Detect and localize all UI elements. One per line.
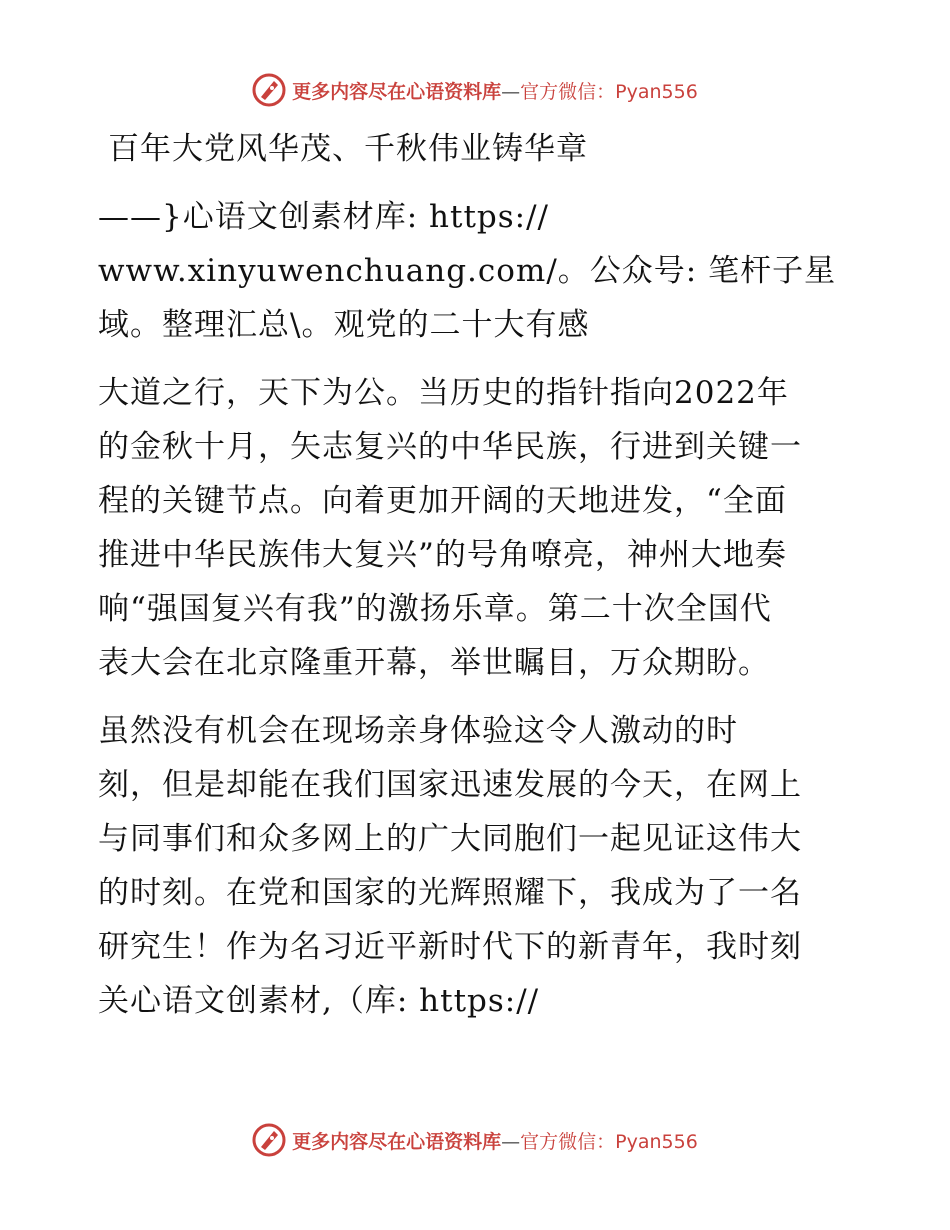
paragraph-line: 关心语文创素材,（库: https:// bbox=[98, 983, 540, 1019]
paragraph-line: 刻，但是却能在我们国家迅速发展的今天，在网上 bbox=[98, 767, 802, 803]
paragraph-line: 表大会在北京隆重开幕，举世瞩目，万众期盼。 bbox=[98, 645, 770, 681]
paragraph-line: 的金秋十月，矢志复兴的中华民族，行进到关键一 bbox=[98, 429, 802, 465]
paragraph-line: 响“强国复兴有我”的激扬乐章。第二十次全国代 bbox=[98, 591, 772, 627]
pen-nib-logo-icon bbox=[252, 1123, 286, 1157]
paragraph-line: 与同事们和众多网上的广大同胞们一起见证这伟大 bbox=[98, 821, 802, 857]
paragraph-2 bbox=[98, 704, 850, 1028]
source-line: www.xinyuwenchuang.com/。公众号: 笔杆子星 bbox=[98, 253, 837, 289]
footer-banner bbox=[0, 1120, 950, 1160]
pen-nib-logo-icon bbox=[252, 73, 286, 107]
banner-brand: 更多内容尽在心语资料库 bbox=[292, 80, 502, 103]
banner-separator: — bbox=[501, 1130, 521, 1153]
banner-brand: 更多内容尽在心语资料库 bbox=[292, 1130, 502, 1153]
source-line: ——}心语文创素材库: https:// bbox=[98, 199, 549, 235]
document-body bbox=[98, 122, 850, 1028]
banner-separator: — bbox=[501, 80, 521, 103]
banner-text bbox=[292, 77, 698, 104]
document-title: 百年大党风华茂、千秋伟业铸华章 bbox=[108, 131, 588, 167]
paragraph-1 bbox=[98, 366, 850, 690]
paragraph-line: 推进中华民族伟大复兴”的号角嘹亮，神州大地奏 bbox=[98, 537, 787, 573]
banner-text bbox=[292, 1127, 698, 1154]
banner-contact: 官方微信：Pyan556 bbox=[520, 1130, 698, 1153]
paragraph-line: 的时刻。在党和国家的光辉照耀下，我成为了一名 bbox=[98, 875, 802, 911]
source-line: 域。整理汇总\。观党的二十大有感 bbox=[98, 307, 590, 343]
paragraph-line: 大道之行，天下为公。当历史的指针指向2022年 bbox=[98, 375, 789, 411]
source-note bbox=[98, 190, 850, 352]
paragraph-line: 研究生！作为名习近平新时代下的新青年，我时刻 bbox=[98, 929, 802, 965]
banner-contact: 官方微信：Pyan556 bbox=[520, 80, 698, 103]
header-banner bbox=[0, 70, 950, 110]
paragraph-line: 虽然没有机会在现场亲身体验这令人激动的时 bbox=[98, 713, 738, 749]
paragraph-line: 程的关键节点。向着更加开阔的天地进发，“全面 bbox=[98, 483, 787, 519]
